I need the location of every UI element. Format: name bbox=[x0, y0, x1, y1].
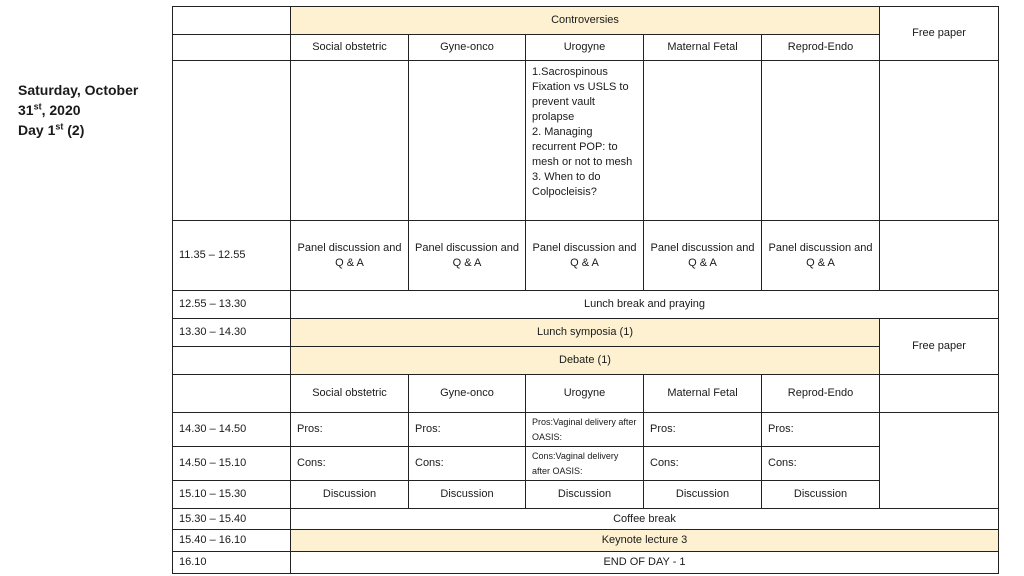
track-header: Gyne-onco bbox=[409, 375, 526, 413]
pros-row bbox=[173, 413, 999, 447]
free-paper-empty bbox=[880, 221, 999, 291]
topic-cell bbox=[762, 61, 880, 221]
free-paper-cell: Free paper bbox=[880, 7, 999, 61]
panel-cell: Panel discussion and Q & A bbox=[762, 221, 880, 291]
free-paper-empty bbox=[880, 375, 999, 413]
controversies-title: Controversies bbox=[291, 7, 880, 35]
day-label-day-line: Day 1st (2) bbox=[18, 121, 85, 138]
time-cell: 15.10 – 15.30 bbox=[173, 481, 291, 509]
pros-cell: Pros: bbox=[644, 413, 762, 447]
cons-row bbox=[173, 447, 999, 481]
lunch-label: Lunch break and praying bbox=[291, 291, 999, 319]
keynote-row bbox=[173, 530, 999, 552]
time-cell: 15.30 – 15.40 bbox=[173, 509, 291, 530]
track-header: Maternal Fetal bbox=[644, 375, 762, 413]
track-header: Reprod-Endo bbox=[762, 35, 880, 61]
time-cell-empty bbox=[173, 375, 291, 413]
cons-cell: Cons: bbox=[644, 447, 762, 481]
topic-cell bbox=[291, 61, 409, 221]
topic-cell bbox=[644, 61, 762, 221]
pros-cell: Pros: bbox=[762, 413, 880, 447]
track-header: Social obstetric bbox=[291, 375, 409, 413]
cons-cell: Cons: bbox=[291, 447, 409, 481]
pros-cell: Pros: bbox=[409, 413, 526, 447]
debate-tracks-row bbox=[173, 375, 999, 413]
pros-cell: Pros: bbox=[291, 413, 409, 447]
time-cell: 15.40 – 16.10 bbox=[173, 530, 291, 552]
time-cell: 11.35 – 12.55 bbox=[173, 221, 291, 291]
coffee-label: Coffee break bbox=[291, 509, 999, 530]
time-cell: 14.30 – 14.50 bbox=[173, 413, 291, 447]
time-cell-empty bbox=[173, 7, 291, 35]
urogyne-topics: 1.Sacrospinous Fixation vs USLS to prevent vault prolapse 2. Managing recurrent POP: to mesh or not to mesh 3. When to do Colpocleisis? bbox=[526, 61, 644, 221]
lunch-row bbox=[173, 291, 999, 319]
discussion-row bbox=[173, 481, 999, 509]
end-label: END OF DAY - 1 bbox=[291, 552, 999, 574]
cons-urogyne: Cons:Vaginal delivery after OASIS: bbox=[526, 447, 644, 481]
discussion-cell: Discussion bbox=[644, 481, 762, 509]
discussion-cell: Discussion bbox=[526, 481, 644, 509]
track-header: Maternal Fetal bbox=[644, 35, 762, 61]
symposia-row bbox=[173, 319, 999, 347]
time-cell: 14.50 – 15.10 bbox=[173, 447, 291, 481]
schedule-table bbox=[172, 6, 999, 574]
cons-cell: Cons: bbox=[409, 447, 526, 481]
controversies-topics-row bbox=[173, 61, 999, 221]
topic-cell bbox=[409, 61, 526, 221]
time-cell: 12.55 – 13.30 bbox=[173, 291, 291, 319]
panel-cell: Panel discussion and Q & A bbox=[409, 221, 526, 291]
controversies-tracks-row bbox=[173, 35, 999, 61]
day-label-date-line-2: 31st, 2020 bbox=[18, 101, 81, 118]
panel-cell: Panel discussion and Q & A bbox=[291, 221, 409, 291]
panel-cell: Panel discussion and Q & A bbox=[526, 221, 644, 291]
track-header: Urogyne bbox=[526, 35, 644, 61]
time-cell: 16.10 bbox=[173, 552, 291, 574]
free-paper-cell: Free paper bbox=[880, 319, 999, 375]
track-header: Gyne-onco bbox=[409, 35, 526, 61]
debate-header-row bbox=[173, 347, 999, 375]
time-cell: 13.30 – 14.30 bbox=[173, 319, 291, 347]
time-cell-empty bbox=[173, 61, 291, 221]
track-header: Social obstetric bbox=[291, 35, 409, 61]
controversies-header-row bbox=[173, 7, 999, 35]
discussion-cell: Discussion bbox=[409, 481, 526, 509]
free-paper-empty bbox=[880, 413, 999, 509]
track-header: Reprod-Endo bbox=[762, 375, 880, 413]
time-cell-empty bbox=[173, 35, 291, 61]
keynote-label: Keynote lecture 3 bbox=[291, 530, 999, 552]
free-paper-empty bbox=[880, 61, 999, 221]
discussion-cell: Discussion bbox=[291, 481, 409, 509]
time-cell-empty bbox=[173, 347, 291, 375]
cons-cell: Cons: bbox=[762, 447, 880, 481]
pros-urogyne: Pros:Vaginal delivery after OASIS: bbox=[526, 413, 644, 447]
day-label-date-line: Saturday, October bbox=[18, 82, 139, 98]
panel-cell: Panel discussion and Q & A bbox=[644, 221, 762, 291]
track-header: Urogyne bbox=[526, 375, 644, 413]
discussion-cell: Discussion bbox=[762, 481, 880, 509]
coffee-row bbox=[173, 509, 999, 530]
panel-row bbox=[173, 221, 999, 291]
end-row bbox=[173, 552, 999, 574]
day-label bbox=[18, 80, 138, 140]
symposia-label: Lunch symposia (1) bbox=[291, 319, 880, 347]
debate-title: Debate (1) bbox=[291, 347, 880, 375]
